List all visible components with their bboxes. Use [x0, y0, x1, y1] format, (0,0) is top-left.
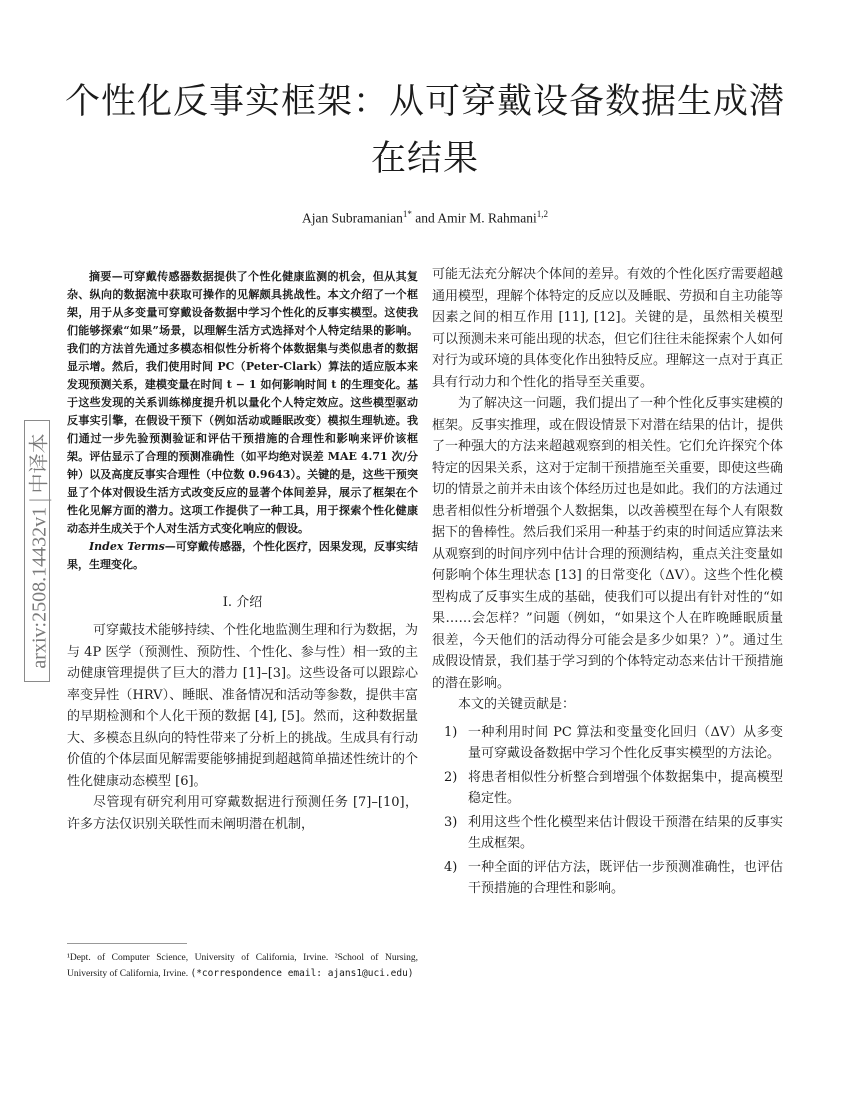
affiliation-footnote — [67, 951, 418, 982]
abstract — [67, 268, 418, 538]
section-heading-introduction: I. 介绍 — [222, 595, 263, 610]
arxiv-id: arxiv:2508.14432v1 — [28, 506, 51, 669]
paper-title: 个性化反事实框架：从可穿戴设备数据生成潜在结果 — [64, 82, 785, 179]
list-item — [432, 767, 783, 810]
author-2-affiliation: 1,2 — [536, 209, 548, 219]
contributions-list — [432, 722, 783, 900]
intro-paragraph-2: 尽管现有研究利用可穿戴数据进行预测任务 [7]–[10]，许多方法仅识别关联性而未阐明潜在机制， — [67, 795, 418, 832]
list-item-text: 一种利用时间 PC 算法和变量变化回归（ΔV）从多变量可穿戴设备数据中学习个性化反事实模型的方法论。 — [468, 724, 783, 761]
arxiv-watermark — [24, 420, 50, 682]
index-terms — [67, 538, 418, 574]
abstract-text: —可穿戴传感器数据提供了个性化健康监测的机会，但从其复杂、纵向的数据流中获取可操作的见解颇具挑战性。本文介绍了一个框架，用于从多变量可穿戴设备数据中学习个性化的反事实模型。这使我们能够探索“如果”场景，以理解生活方式选择对个人特定结果的影响。我们的方法首先通过多模态相似性分析将个体数据集与类似患者的数据显示增。然后，我们使用时间 PC（Peter-Clark）算法的适应版本来发现预测关系，建模变量在时间 t − 1 如何影响时间 t 的生理变化。基于这些发现的关系训练梯度提升机以量化个人特定效应。这些模型驱动反事实引擎，在假设干预下（例如活动或睡眠改变）模拟生理轨迹。我们通过一步先验预测验证和评估干预措施的合理性和影响来评价该框架。评估显示了合理的预测准确性（如平均绝对误差 MAE 4.71 次/分钟）以及高度反事实合理性（中位数 0.9643）。关键的是，这些干预突显了个体对假设生活方式改变反应的显著个体间差异，展示了框架在个性化见解方面的潜力。这项工作提供了一种工具，用于探索个性化健康动态并生成关于个人对生活方式变化响应的假设。 — [67, 270, 419, 535]
author-1: Ajan Subramanian — [302, 210, 403, 226]
list-item-number: 1) — [444, 724, 458, 740]
contributions-intro: 本文的关键贡献是： — [458, 697, 576, 712]
list-item — [432, 812, 783, 855]
intro-paragraph-1: 可穿戴技术能够持续、个性化地监测生理和行为数据，为与 4P 医学（预测性、预防性、个性化、参与性）相一致的主动健康管理提供了巨大的潜力 [1]–[3]。这些设备可以跟踪心率变异性（HRV）、睡眠、准备情况和活动等参数，提供丰富的早期检测和个人化干预的数据 [4], [5]。然而，这种数据量大、多模态且纵向的特性带来了分析上的挑战。生成具有行动价值的个体层面见解需要能够捕捉到超越简单描述性统计的个性化健康动态模型 [6]。 — [67, 623, 419, 789]
list-item — [432, 722, 783, 765]
left-column — [67, 268, 418, 835]
footnote-rule — [67, 943, 187, 944]
author-line — [0, 209, 850, 227]
index-terms-text: —可穿戴传感器，个性化医疗，因果发现，反事实结果，生理变化。 — [67, 540, 418, 571]
list-item-text: 利用这些个性化模型来估计假设干预潜在结果的反事实生成框架。 — [468, 814, 783, 851]
correspondence-email: (*correspondence email: ajans1@uci.edu) — [190, 968, 414, 979]
right-column — [432, 264, 783, 902]
list-item-number: 2) — [444, 769, 458, 785]
list-item-text: 将患者相似性分析整合到增强个体数据集中，提高模型稳定性。 — [468, 769, 783, 806]
list-item-number: 4) — [444, 859, 458, 875]
translation-label: 中译本 — [28, 433, 51, 494]
watermark-divider — [30, 499, 52, 501]
author-connector: and — [411, 210, 438, 226]
list-item — [432, 857, 783, 900]
list-item-number: 3) — [444, 814, 458, 830]
watermark-text — [22, 433, 51, 668]
intro-paragraph-2-continued: 可能无法充分解决个体间的差异。有效的个性化医疗需要超越通用模型，理解个体特定的反应以及睡眠、劳损和自主功能等因素之间的相互作用 [11], [12]。关键的是，虽然相关模型可以预测未来可能出现的状态，但它们往往未能探索个人如何对行为或环境的具体变化作出独特反应。理解这一点对于真正具有行动力和个性化的指导至关重要。 — [432, 267, 784, 390]
author-2: Amir M. Rahmani — [437, 210, 537, 226]
footnote-text: ¹Dept. of Computer Science, University of California, Irvine. ²School of Nursing, University of California, Irvine. — [67, 953, 418, 979]
author-1-affiliation: 1* — [402, 209, 412, 219]
index-terms-label: Index Terms — [89, 540, 165, 553]
list-item-text: 一种全面的评估方法，既评估一步预测准确性，也评估干预措施的合理性和影响。 — [468, 859, 783, 896]
intro-paragraph-3: 为了解决这一问题，我们提出了一种个性化反事实建模的框架。反事实推理，或在假设情景下对潜在结果的估计，提供了一种强大的方法来超越观察到的相关性。它们允许探究个体特定的因果关系，这对于定制干预措施至关重要，即使这些确切的情景之前并未由该个体经历过也是如此。我们的方法通过患者相似性分析增强个人数据集，以改善模型在每个人有限数据下的鲁棒性。然后我们采用一种基于约束的时间适应算法来从观察到的时间序列中估计合理的预测结构，重点关注变量如何影响个体生理状态 [13] 的日常变化（ΔV）。这些个性化模型构成了反事实生成的基础，使我们可以提出有针对性的“如果……会怎样？”问题（例如，“如果这个人在昨晚睡眠质量很差，今天他们的活动得分可能会是多少如果？）”。通过生成假设情景，我们基于学习到的个体特定动态来估计干预措施的潜在影响。 — [432, 396, 784, 691]
abstract-label: 摘要 — [89, 270, 112, 283]
